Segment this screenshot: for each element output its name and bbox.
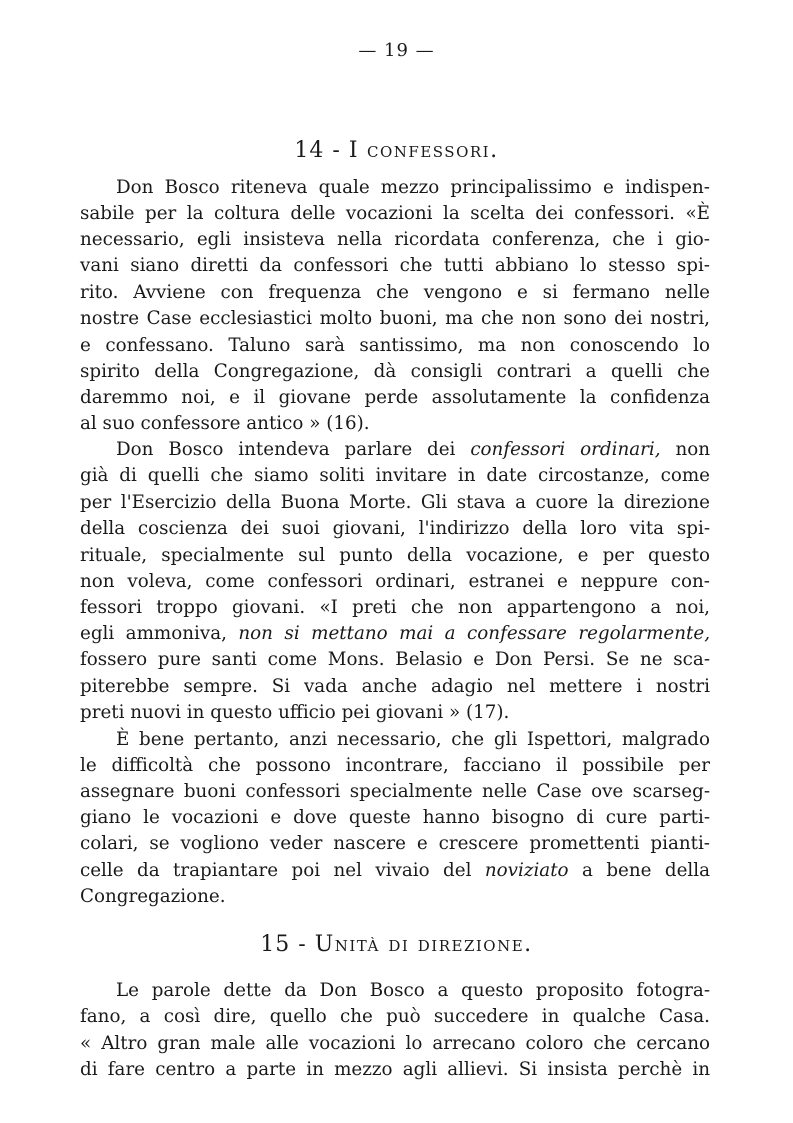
text-line: già di quelli che siamo soliti invitare in date circostanze, come [80,465,710,486]
text-line: « Altro gran male alle vocazioni lo arrecano coloro che cercano [80,1033,710,1054]
italic-text: non si mettano mai a confessare regolarmente, [238,623,711,644]
text-line [80,858,710,884]
text-line: necessario, egli insisteva nella ricordata conferenza, che i gio- [80,229,710,250]
section-title-text: confessori. [358,138,499,163]
section-title-initial: I [348,138,359,163]
text-run: non [660,439,710,460]
text-line: rito. Avviene con frequenza che vengono e si fermano nelle [80,282,710,303]
section-heading-14 [0,138,793,163]
italic-text: noviziato [484,860,569,881]
section-heading-15 [0,932,793,957]
text-line: fossero pure santi come Mons. Belasio e Don Persi. Se ne sca- [80,649,710,670]
italic-text: confessori ordinari, [470,439,661,460]
text-line: per l'Esercizio della Buona Morte. Gli stava a cuore la direzione [80,492,710,513]
text-line: colari, se vogliono veder nascere e crescere promettenti pianti- [80,833,710,854]
section-number: 15 - [260,932,315,957]
text-line: vani siano diretti da confessori che tutti abbiano lo stesso spi- [80,255,710,276]
text-run: egli ammoniva, [80,623,239,644]
text-line: sabile per la coltura delle vocazioni la scelta dei confessori. «È [80,203,710,224]
text-line: daremmo noi, e il giovane perde assolutamente la confidenza [80,387,710,408]
text-line: È bene pertanto, anzi necessario, che gli Ispettori, malgrado [116,729,710,750]
text-line: Don Bosco riteneva quale mezzo principalissimo e indispen- [116,177,710,198]
text-line: al suo confessore antico » (16). [80,413,370,434]
text-line: Congregazione. [80,886,226,907]
page-number: — 19 — [358,40,435,61]
text-line [80,621,710,647]
text-line: e confessano. Taluno sarà santissimo, ma non conoscendo lo [80,335,710,356]
text-line: le difficoltà che possono incontrare, facciano il possibile per [80,755,710,776]
text-run: celle da trapiantare poi nel vivaio del [80,860,485,881]
text-line [116,437,710,463]
text-line: rituale, specialmente sul punto della vocazione, e per questo [80,545,710,566]
text-line: della coscienza dei suoi giovani, l'indirizzo della loro vita spi- [80,518,710,539]
section-number: 14 - [294,138,349,163]
text-line: fessori troppo giovani. «I preti che non appartengono a noi, [80,597,710,618]
text-line: non voleva, come confessori ordinari, estranei e neppure con- [80,571,710,592]
text-line: nostre Case ecclesiastici molto buoni, ma che non sono dei nostri, [80,308,710,329]
text-line: fano, a così dire, quello che può succedere in qualche Casa. [80,1006,710,1027]
text-line: Le parole dette da Don Bosco a questo proposito fotogra- [116,980,710,1001]
text-line: di fare centro a parte in mezzo agli allievi. Si insista perchè in [80,1059,710,1080]
text-line: preti nuovi in questo ufficio pei giovani » (17). [80,702,510,723]
text-line: piterebbe sempre. Si vada anche adagio nel mettere i nostri [80,676,710,697]
section-title-text: Unità di direzione. [314,932,533,957]
text-run: a bene della [568,860,711,881]
text-line: spirito della Congregazione, dà consigli contrari a quelli che [80,361,710,382]
text-run: Don Bosco intendeva parlare dei [116,439,471,460]
text-line: assegnare buoni confessori specialmente nelle Case ove scarseg- [80,781,710,802]
text-line: giano le vocazioni e dove queste hanno bisogno di cure parti- [80,807,710,828]
